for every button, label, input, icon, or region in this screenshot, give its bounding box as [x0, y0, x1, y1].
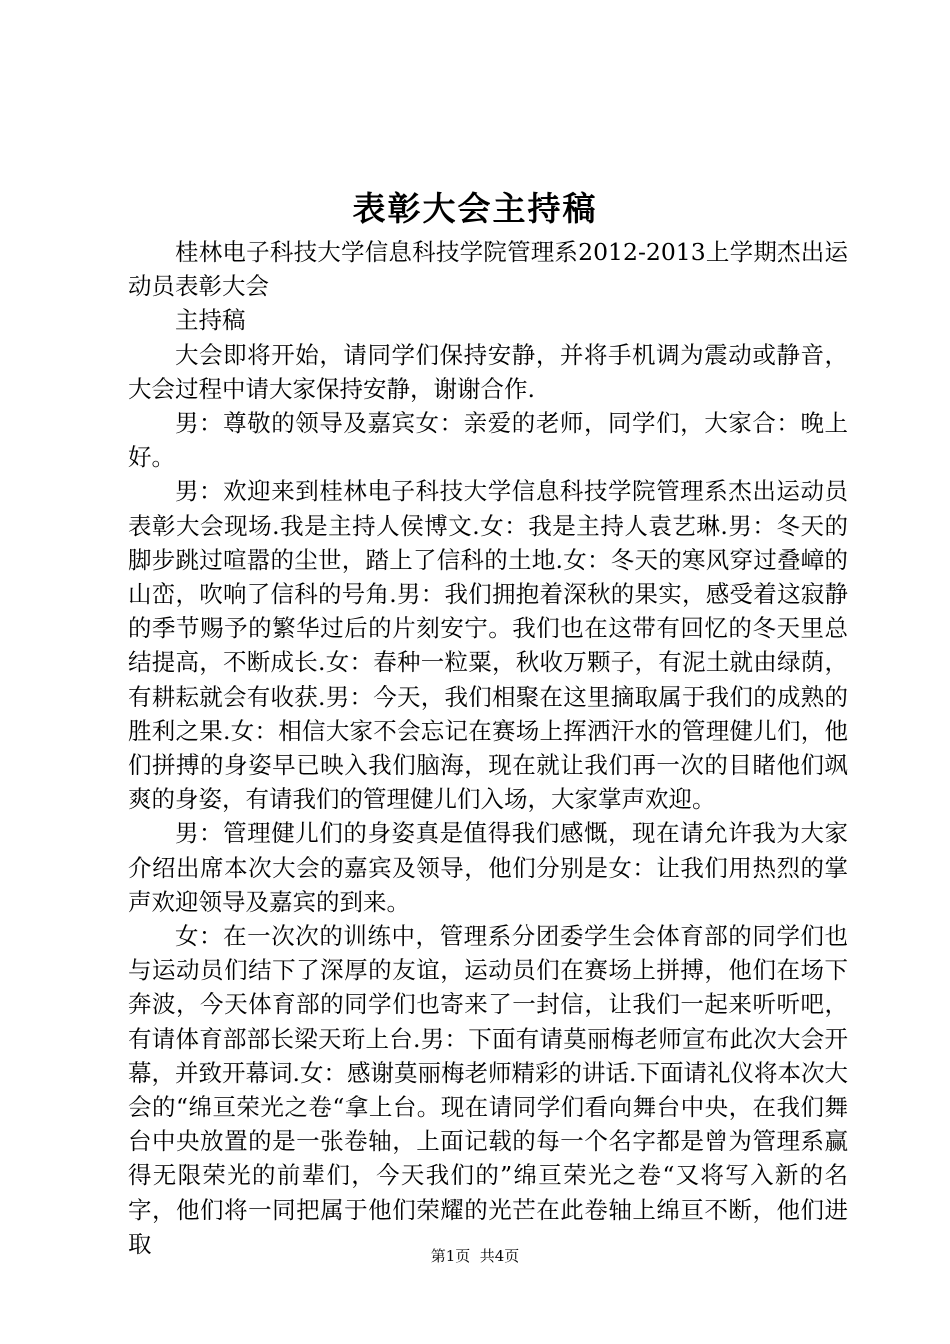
paragraph-greeting: 男：尊敬的领导及嘉宾女：亲爱的老师，同学们，大家合：晚上好。: [128, 409, 848, 472]
paragraph-introduce-guests: 男：管理健儿们的身姿真是值得我们感慨，现在请允许我为大家介绍出席本次大会的嘉宾及领导，他们分别是女：让我们用热烈的掌声欢迎领导及嘉宾的到来。: [128, 819, 848, 916]
document-body: [128, 235, 848, 1261]
page-number-footer: 第1页 共4页: [430, 1247, 520, 1265]
paragraph-ceremony: 女：在一次次的训练中，管理系分团委学生会体育部的同学们也与运动员们结下了深厚的友谊，运动员们在赛场上拼搏，他们在场下奔波，今天体育部的同学们也寄来了一封信，让我们一起来听听吧，有请体育部部长梁天珩上台.男：下面有请莫丽梅老师宣布此次大会开幕，并致开幕词.女：感谢莫丽梅老师精彩的讲话.下面请礼仪将本次大会的“绵亘荣光之卷“拿上台。现在请同学们看向舞台中央，在我们舞台中央放置的是一张卷轴，上面记载的每一个名字都是曾为管理系赢得无限荣光的前辈们，今天我们的”绵亘荣光之卷“又将写入新的名字，他们将一同把属于他们荣耀的光芒在此卷轴上绵亘不断，他们进取: [128, 922, 848, 1258]
paragraph-event-name: 桂林电子科技大学信息科技学院管理系2012-2013上学期杰出运动员表彰大会: [128, 238, 848, 301]
paragraph-subtitle: 主持稿: [175, 306, 246, 335]
paragraph-opening-notice: 大会即将开始，请同学们保持安静，并将手机调为震动或静音，大会过程中请大家保持安静，谢谢合作.: [128, 340, 848, 403]
document-title: 表彰大会主持稿: [352, 189, 598, 228]
paragraph-welcome: 男：欢迎来到桂林电子科技大学信息科技学院管理系杰出运动员表彰大会现场.我是主持人侯博文.女：我是主持人袁艺琳.男：冬天的脚步跳过喧嚣的尘世，踏上了信科的土地.女：冬天的寒风穿过叠嶂的山峦，吹响了信科的号角.男：我们拥抱着深秋的果实，感受着这寂静的季节赐予的繁华过后的片刻安宁。我们也在这带有回忆的冬天里总结提高，不断成长.女：春种一粒粟，秋收万颗子，有泥土就由绿荫，有耕耘就会有收获.男：今天，我们相聚在这里摘取属于我们的成熟的胜利之果.女：相信大家不会忘记在赛场上挥洒汗水的管理健儿们，他们拼搏的身姿早已映入我们脑海，现在就让我们再一次的目睹他们飒爽的身姿，有请我们的管理健儿们入场，大家掌声欢迎。: [128, 477, 848, 814]
